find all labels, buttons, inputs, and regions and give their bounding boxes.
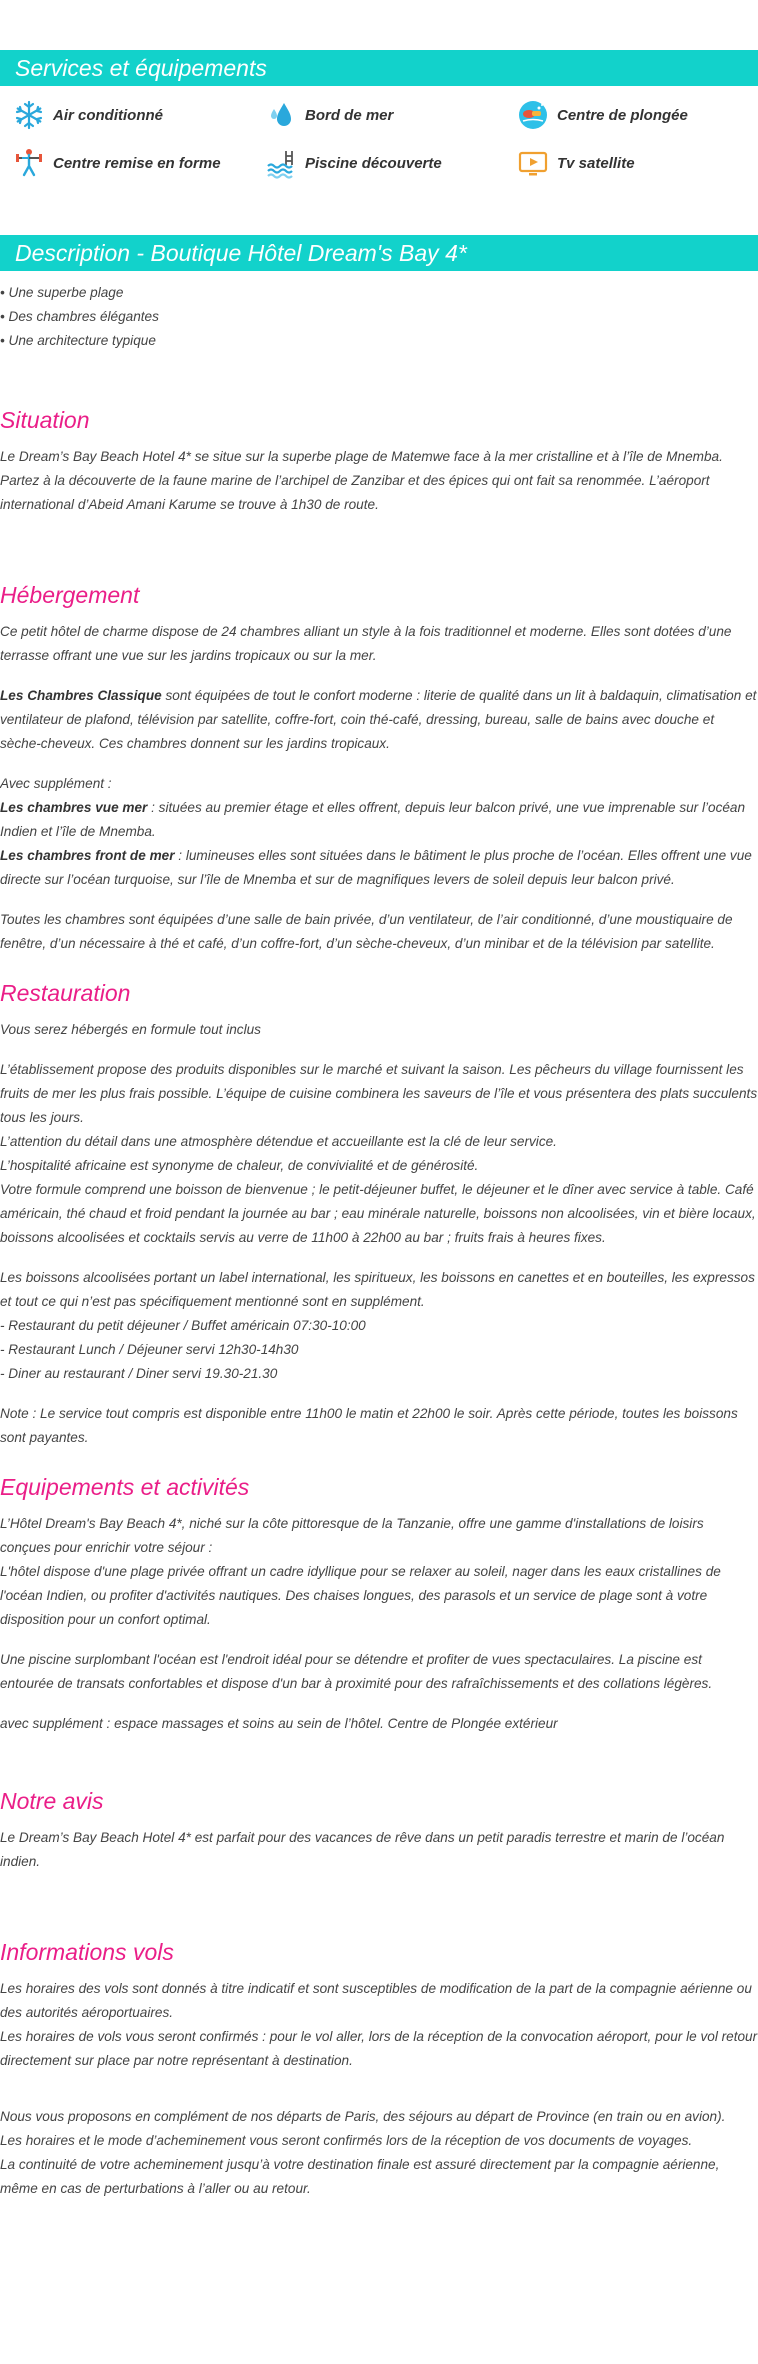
equipements-p3: Une piscine surplombant l'océan est l'endroit idéal pour se détendre et profiter de vues spectaculaires. La piscine est entourée de transats confortables et dispose d'un bar à proximité pour des rafraîchissements et des collations légères. (0, 1652, 713, 1691)
water-drops-icon (265, 99, 297, 131)
vols-p1: Les horaires des vols sont donnés à titre indicatif et sont susceptibles de modification de la part de la compagnie aérienne ou des autorités aéroportuaires. (0, 1981, 752, 2020)
tv-icon (517, 147, 549, 179)
restauration-horaire: - Restaurant du petit déjeuner / Buffet américain 07:30-10:00 (0, 1318, 366, 1333)
situation-heading: Situation (0, 407, 90, 433)
hebergement-vue-mer (0, 796, 758, 844)
avis-heading: Notre avis (0, 1788, 104, 1814)
restauration-heading: Restauration (0, 980, 131, 1006)
service-piscine-decouverte (265, 139, 517, 187)
snowflake-icon (13, 99, 45, 131)
service-label: Centre de plongée (557, 106, 688, 124)
service-centre-de-plongee (517, 91, 758, 139)
equipements-p1: L’Hôtel Dream's Bay Beach 4*, niché sur la côte pittoresque de la Tanzanie, offre une gamme d'installations de loisirs conçues pour enrichir votre séjour : (0, 1516, 704, 1555)
service-tv-satellite (517, 139, 758, 187)
service-label: Centre remise en forme (53, 154, 221, 172)
services-list (0, 91, 758, 187)
restauration-note: Note : Le service tout compris est disponible entre 11h00 le matin et 22h00 le soir. Après cette période, toutes les boissons sont payantes. (0, 1406, 738, 1445)
services-header (0, 50, 758, 86)
vols-p2: Les horaires de vols vous seront confirmés : pour le vol aller, lors de la réception de la convocation aéroport, pour le vol retour directement sur place par notre représentant à destination. (0, 2029, 758, 2068)
equipements-section (0, 1472, 758, 1736)
hebergement-classique (0, 684, 758, 756)
restauration-p4: Votre formule comprend une boisson de bienvenue ; le petit-déjeuner buffet, le déjeuner et le dîner avec service à table. Café américain, thé chaud et froid pendant la journée au bar ; eau minérale naturelle, boissons non alcoolisées, vin et bière locaux, boissons alcoolisées et cocktails servis au verre de 11h00 à 22h00 au bar ; fruits frais à heures fixes. (0, 1182, 756, 1245)
hebergement-supplement: Avec supplément : (0, 776, 112, 791)
equipements-heading: Equipements et activités (0, 1474, 250, 1500)
diver-icon (517, 99, 549, 131)
service-label: Piscine découverte (305, 154, 442, 172)
restauration-p3: L’hospitalité africaine est synonyme de chaleur, de convivialité et de générosité. (0, 1158, 479, 1173)
vue-mer-text: : situées au premier étage et elles offrent, depuis leur balcon privé, une vue imprenable sur l’océan Indien et l’île de Mnemba. (0, 800, 746, 839)
service-centre-remise-en-forme (13, 139, 265, 187)
description-bullet: • Des chambres élégantes (0, 309, 159, 324)
service-label: Bord de mer (305, 106, 394, 124)
situation-section (0, 405, 758, 517)
classique-text: sont équipées de tout le confort moderne : literie de qualité dans un lit à baldaquin, climatisation et ventilateur de plafond, télévision par satellite, coffre-fort, coin thé-café, dressing, bureau, salle de bains avec douche et sèche-cheveux. Ces chambres donnent sur les jardins tropicaux. (0, 688, 757, 751)
vols-p4: Les horaires et le mode d’acheminement vous seront confirmés lors de la réception de vos documents de voyages. (0, 2133, 693, 2148)
service-air-conditionne (13, 91, 265, 139)
equipements-p2: L'hôtel dispose d'une plage privée offrant un cadre idyllique pour se relaxer au soleil, nager dans les eaux cristallines de l'océan Indien, ou profiter d'activités nautiques. Des chaises longues, des parasols et un service de plage sont à votre disposition pour un confort optimal. (0, 1564, 721, 1627)
services-title: Services et équipements (15, 55, 267, 81)
description-title: Description - Boutique Hôtel Dream's Bay 4* (15, 240, 467, 266)
avis-section (0, 1786, 758, 1874)
vue-mer-label: Les chambres vue mer (0, 800, 148, 815)
service-bord-de-mer (265, 91, 517, 139)
front-mer-label: Les chambres front de mer (0, 848, 175, 863)
restauration-section (0, 978, 758, 1450)
avis-text: Le Dream’s Bay Beach Hotel 4* est parfait pour des vacances de rêve dans un petit paradis terrestre et marin de l’océan indien. (0, 1830, 725, 1869)
description-bullet: • Une superbe plage (0, 285, 124, 300)
fitness-icon (13, 147, 45, 179)
restauration-horaire: - Restaurant Lunch / Déjeuner servi 12h30-14h30 (0, 1342, 299, 1357)
restauration-p1: L’établissement propose des produits disponibles sur le marché et suivant la saison. Les pêcheurs du village fournissent les fruits de mer les plus frais possible. L’équipe de cuisine combinera les saveurs de l’île et vous présentera des plats succulents tous les jours. (0, 1062, 758, 1125)
description-bullets (0, 281, 758, 353)
restauration-horaire: - Diner au restaurant / Diner servi 19.30-21.30 (0, 1366, 278, 1381)
classique-label: Les Chambres Classique (0, 688, 162, 703)
hebergement-heading: Hébergement (0, 582, 140, 608)
hebergement-section (0, 580, 758, 956)
restauration-p5: Les boissons alcoolisées portant un label international, les spiritueux, les boissons en canettes et en bouteilles, les expressos et tout ce qui n’est pas spécifiquement mentionné sont en supplément. (0, 1270, 755, 1309)
description-header (0, 235, 758, 271)
situation-text: Le Dream’s Bay Beach Hotel 4* se situe sur la superbe plage de Matemwe face à la mer cristalline et à l’île de Mnemba. Partez à la découverte de la faune marine de l’archipel de Zanzibar et des épices qui ont fait sa renommée. L’aéroport international d’Abeid Amani Karume se trouve à 1h30 de route. (0, 449, 723, 512)
front-mer-text: : lumineuses elles sont situées dans le bâtiment le plus proche de l’océan. Elles offrent une vue directe sur l’océan turquoise, sur l’île de Mnemba et sur de magnifiques levers de soleil depuis leur balcon privé. (0, 848, 752, 887)
vols-heading: Informations vols (0, 1939, 174, 1965)
service-label: Tv satellite (557, 154, 635, 172)
hebergement-toutes: Toutes les chambres sont équipées d’une salle de bain privée, d’un ventilateur, de l’air conditionné, d’une moustiquaire de fenêtre, d’un nécessaire à thé et café, d’un coffre-fort, d’un sèche-cheveux, d’un minibar et de la télévision par satellite. (0, 912, 733, 951)
vols-section (0, 1937, 758, 2201)
description-bullet: • Une architecture typique (0, 333, 156, 348)
restauration-formule: Vous serez hébergés en formule tout inclus (0, 1022, 261, 1037)
restauration-p2: L’attention du détail dans une atmosphère détendue et accueillante est la clé de leur service. (0, 1134, 557, 1149)
vols-p3: Nous vous proposons en complément de nos départs de Paris, des séjours au départ de Province (en train ou en avion). (0, 2109, 726, 2124)
hebergement-intro: Ce petit hôtel de charme dispose de 24 chambres alliant un style à la fois traditionnel et moderne. Elles sont dotées d’une terrasse offrant une vue sur les jardins tropicaux ou sur la mer. (0, 624, 732, 663)
service-label: Air conditionné (53, 106, 163, 124)
vols-p5: La continuité de votre acheminement jusqu’à votre destination finale est assuré directement par la compagnie aérienne, même en cas de perturbations à l’aller ou au retour. (0, 2157, 720, 2196)
hebergement-front-mer (0, 844, 758, 892)
equipements-p4: avec supplément : espace massages et soins au sein de l’hôtel. Centre de Plongée extérieur (0, 1716, 558, 1731)
pool-icon (265, 147, 297, 179)
